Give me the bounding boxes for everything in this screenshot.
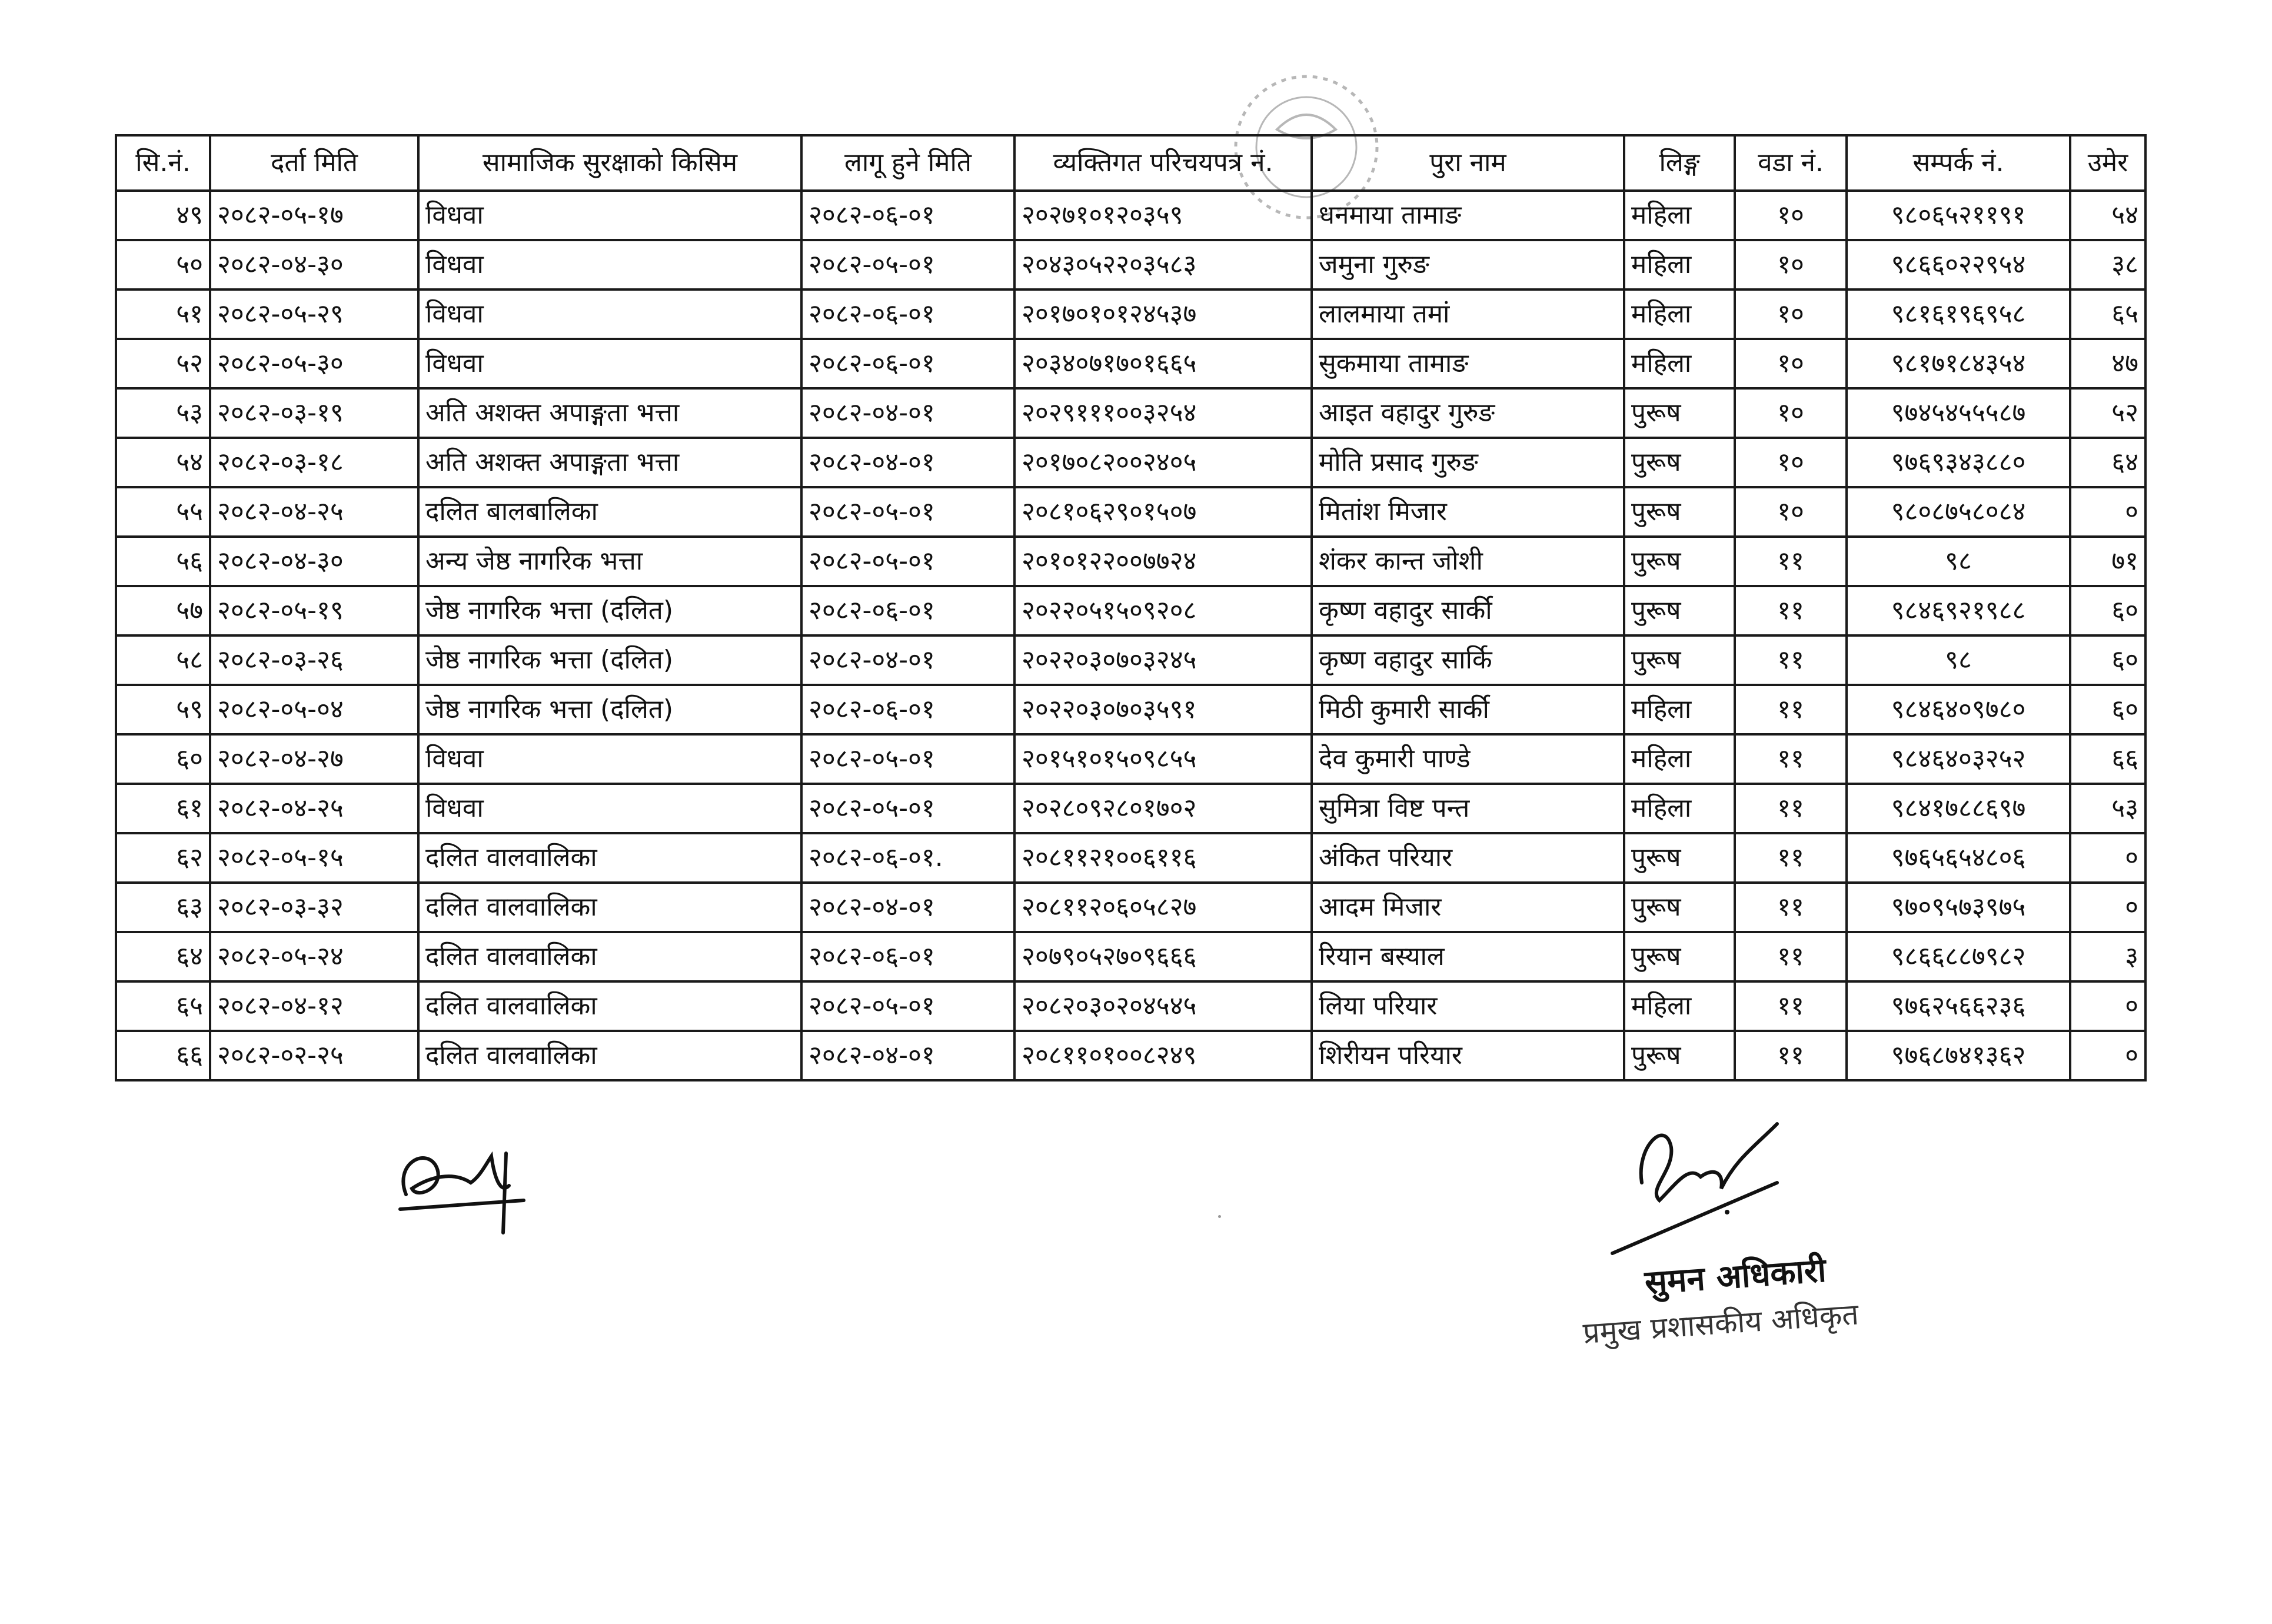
cell-effective-date: २०८२-०५-०१ [801,981,1014,1031]
cell-security-type: दलित वालवालिका [418,1031,801,1080]
cell-gender: पुरूष [1624,388,1735,438]
cell-serial: ५३ [116,388,210,438]
cell-serial: ५५ [116,487,210,537]
cell-effective-date: २०८२-०५-०१ [801,734,1014,784]
cell-ward: १० [1735,487,1847,537]
cell-gender: पुरूष [1624,487,1735,537]
table-header-row [116,135,2145,191]
cell-registration-date: २०८२-०४-२५ [210,784,418,833]
cell-gender: महिला [1624,191,1735,240]
cell-age: ४७ [2070,339,2145,388]
cell-effective-date: २०८२-०६-०१ [801,191,1014,240]
cell-id-number: २०७९०५२७०९६६६ [1014,932,1312,981]
cell-effective-date: २०८२-०६-०१ [801,932,1014,981]
cell-registration-date: २०८२-०५-१७ [210,191,418,240]
cell-contact: ९८०६५२११९१ [1847,191,2070,240]
cell-security-type: विधवा [418,289,801,339]
left-signature [382,1130,535,1236]
cell-security-type: दलित वालवालिका [418,981,801,1031]
cell-gender: महिला [1624,339,1735,388]
cell-full-name: धनमाया तामाङ [1312,191,1624,240]
cell-contact: ९७६८७४१३६२ [1847,1031,2070,1080]
table-row [116,833,2145,883]
cell-age: ३८ [2070,240,2145,289]
cell-effective-date: २०८२-०५-०१ [801,537,1014,586]
cell-serial: ५० [116,240,210,289]
cell-security-type: अन्य जेष्ठ नागरिक भत्ता [418,537,801,586]
cell-contact: ९८ [1847,635,2070,685]
signatory-title: प्रमुख प्रशासकीय अधिकृत [1582,1297,1860,1350]
cell-id-number: २०२८०९२८०१७०२ [1014,784,1312,833]
cell-registration-date: २०८२-०४-२५ [210,487,418,537]
cell-effective-date: २०८२-०४-०१ [801,388,1014,438]
table-row [116,537,2145,586]
cell-full-name: मोति प्रसाद गुरुङ [1312,438,1624,487]
cell-id-number: २०८२०३०२०४५४५ [1014,981,1312,1031]
cell-serial: ६५ [116,981,210,1031]
cell-ward: ११ [1735,932,1847,981]
cell-ward: १० [1735,240,1847,289]
cell-ward: ११ [1735,586,1847,635]
cell-serial: ६४ [116,932,210,981]
cell-age: ३ [2070,932,2145,981]
cell-contact: ९८६६८८७९८२ [1847,932,2070,981]
cell-age: ० [2070,487,2145,537]
cell-ward: १० [1735,388,1847,438]
cell-security-type: अति अशक्त अपाङ्गता भत्ता [418,388,801,438]
cell-registration-date: २०८२-०५-३० [210,339,418,388]
cell-contact: ९७०९५७३९७५ [1847,883,2070,932]
cell-id-number: २०२९१११००३२५४ [1014,388,1312,438]
cell-registration-date: २०८२-०५-१९ [210,586,418,635]
col-header-gender: लिङ्ग [1624,135,1735,191]
cell-id-number: २०८११२१००६११६ [1014,833,1312,883]
cell-id-number: २०१७०१०१२४५३७ [1014,289,1312,339]
cell-contact: ९८४६४०३२५२ [1847,734,2070,784]
cell-effective-date: २०८२-०४-०१ [801,635,1014,685]
cell-serial: ६० [116,734,210,784]
cell-ward: १० [1735,438,1847,487]
table-row [116,685,2145,734]
cell-full-name: देव कुमारी पाण्डे [1312,734,1624,784]
cell-age: ६४ [2070,438,2145,487]
cell-effective-date: २०८२-०५-०१ [801,487,1014,537]
cell-effective-date: २०८२-०४-०१ [801,883,1014,932]
cell-age: ० [2070,883,2145,932]
cell-registration-date: २०८२-०३-२६ [210,635,418,685]
cell-id-number: २०४३०५२२०३५८३ [1014,240,1312,289]
cell-security-type: अति अशक्त अपाङ्गता भत्ता [418,438,801,487]
col-header-age: उमेर [2070,135,2145,191]
cell-registration-date: २०८२-०३-१८ [210,438,418,487]
table-row [116,981,2145,1031]
cell-id-number: २०१७०८२००२४०५ [1014,438,1312,487]
cell-full-name: कृष्ण वहादुर सार्की [1312,586,1624,635]
table-row [116,388,2145,438]
cell-serial: ४९ [116,191,210,240]
cell-contact: ९८०८७५८०८४ [1847,487,2070,537]
cell-id-number: २०२७१०१२०३५९ [1014,191,1312,240]
col-header-serial: सि.नं. [116,135,210,191]
cell-gender: पुरूष [1624,1031,1735,1080]
cell-ward: ११ [1735,1031,1847,1080]
cell-security-type: दलित वालवालिका [418,833,801,883]
cell-contact: ९७६९३४३८८० [1847,438,2070,487]
table-row [116,289,2145,339]
cell-age: ० [2070,981,2145,1031]
cell-ward: १० [1735,339,1847,388]
cell-id-number: २०२२०३०७०३२४५ [1014,635,1312,685]
cell-security-type: विधवा [418,734,801,784]
cell-serial: ६१ [116,784,210,833]
cell-gender: पुरूष [1624,932,1735,981]
cell-security-type: दलित वालवालिका [418,932,801,981]
cell-age: ० [2070,1031,2145,1080]
cell-serial: ५४ [116,438,210,487]
cell-registration-date: २०८२-०५-०४ [210,685,418,734]
cell-contact: ९८१७१८४३५४ [1847,339,2070,388]
cell-id-number: २०२२०३०७०३५९१ [1014,685,1312,734]
col-header-full-name: पुरा नाम [1312,135,1624,191]
cell-ward: १० [1735,289,1847,339]
cell-age: ५२ [2070,388,2145,438]
cell-full-name: मिठी कुमारी सार्की [1312,685,1624,734]
cell-gender: महिला [1624,734,1735,784]
cell-gender: महिला [1624,981,1735,1031]
cell-full-name: आइत वहादुर गुरुङ [1312,388,1624,438]
cell-security-type: विधवा [418,784,801,833]
cell-gender: पुरूष [1624,635,1735,685]
cell-full-name: आदम मिजार [1312,883,1624,932]
table-row [116,586,2145,635]
cell-serial: ५९ [116,685,210,734]
cell-security-type: विधवा [418,339,801,388]
cell-serial: ५६ [116,537,210,586]
cell-security-type: विधवा [418,191,801,240]
cell-ward: ११ [1735,734,1847,784]
cell-effective-date: २०८२-०६-०१ [801,289,1014,339]
cell-registration-date: २०८२-०४-३० [210,240,418,289]
cell-serial: ५१ [116,289,210,339]
cell-full-name: कृष्ण वहादुर सार्कि [1312,635,1624,685]
cell-full-name: शिरीयन परियार [1312,1031,1624,1080]
cell-contact: ९८४६९२१९८८ [1847,586,2070,635]
cell-age: ६५ [2070,289,2145,339]
right-signature [1601,1112,1795,1265]
cell-id-number: २०१०१२२००७७२४ [1014,537,1312,586]
col-header-contact: सम्पर्क नं. [1847,135,2070,191]
cell-registration-date: २०८२-०४-३० [210,537,418,586]
cell-contact: ९७४५४५५५८७ [1847,388,2070,438]
cell-contact: ९८४१७८८६९७ [1847,784,2070,833]
col-header-security-type: सामाजिक सुरक्षाको किसिम [418,135,801,191]
cell-security-type: जेष्ठ नागरिक भत्ता (दलित) [418,685,801,734]
cell-ward: ११ [1735,981,1847,1031]
col-header-ward: वडा नं. [1735,135,1847,191]
cell-gender: पुरूष [1624,537,1735,586]
ink-speck [1218,1215,1221,1218]
cell-security-type: जेष्ठ नागरिक भत्ता (दलित) [418,586,801,635]
cell-serial: ६६ [116,1031,210,1080]
cell-full-name: जमुना गुरुङ [1312,240,1624,289]
cell-serial: ६३ [116,883,210,932]
cell-serial: ५७ [116,586,210,635]
cell-effective-date: २०८२-०६-०१ [801,586,1014,635]
table-row [116,1031,2145,1080]
cell-registration-date: २०८२-०५-१५ [210,833,418,883]
table-row [116,438,2145,487]
cell-contact: ९८१६१९६९५८ [1847,289,2070,339]
cell-serial: ५८ [116,635,210,685]
cell-age: ५४ [2070,191,2145,240]
table-row [116,784,2145,833]
cell-id-number: २०८११०१००८२४९ [1014,1031,1312,1080]
cell-full-name: लालमाया तमां [1312,289,1624,339]
cell-contact: ९८४६४०९७८० [1847,685,2070,734]
table-row [116,339,2145,388]
cell-age: ७१ [2070,537,2145,586]
cell-full-name: सुकमाया तामाङ [1312,339,1624,388]
cell-age: ६० [2070,685,2145,734]
cell-gender: महिला [1624,289,1735,339]
cell-serial: ५२ [116,339,210,388]
cell-contact: ९८ [1847,537,2070,586]
cell-age: ६० [2070,586,2145,635]
cell-ward: १० [1735,191,1847,240]
cell-full-name: लिया परियार [1312,981,1624,1031]
cell-contact: ९७६५६५४८०६ [1847,833,2070,883]
cell-effective-date: २०८२-०६-०१. [801,833,1014,883]
cell-gender: पुरूष [1624,586,1735,635]
cell-gender: पुरूष [1624,883,1735,932]
cell-security-type: जेष्ठ नागरिक भत्ता (दलित) [418,635,801,685]
cell-security-type: दलित बालबालिका [418,487,801,537]
table-row [116,635,2145,685]
cell-registration-date: २०८२-०४-१२ [210,981,418,1031]
cell-serial: ६२ [116,833,210,883]
cell-full-name: शंकर कान्त जोशी [1312,537,1624,586]
cell-effective-date: २०८२-०५-०१ [801,784,1014,833]
col-header-effective-date: लागू हुने मिति [801,135,1014,191]
cell-id-number: २०२२०५१५०९२०८ [1014,586,1312,635]
table-row [116,487,2145,537]
table-row [116,240,2145,289]
cell-ward: ११ [1735,784,1847,833]
table-row [116,932,2145,981]
cell-full-name: सुमित्रा विष्ट पन्त [1312,784,1624,833]
cell-security-type: दलित वालवालिका [418,883,801,932]
cell-age: ६० [2070,635,2145,685]
cell-id-number: २०३४०७१७०१६६५ [1014,339,1312,388]
cell-ward: ११ [1735,883,1847,932]
table-row [116,734,2145,784]
cell-contact: ९८६६०२२९५४ [1847,240,2070,289]
table-row [116,883,2145,932]
cell-effective-date: २०८२-०५-०१ [801,240,1014,289]
cell-security-type: विधवा [418,240,801,289]
cell-age: ६६ [2070,734,2145,784]
cell-contact: ९७६२५६६२३६ [1847,981,2070,1031]
cell-id-number: २०८११२०६०५८२७ [1014,883,1312,932]
cell-gender: महिला [1624,685,1735,734]
social-security-register-table [115,134,2147,1081]
signatory-name: सुमन अधिकारी [1643,1251,1828,1302]
cell-ward: ११ [1735,635,1847,685]
cell-registration-date: २०८२-०३-१९ [210,388,418,438]
cell-effective-date: २०८२-०६-०१ [801,685,1014,734]
cell-gender: पुरूष [1624,833,1735,883]
cell-effective-date: २०८२-०४-०१ [801,438,1014,487]
cell-registration-date: २०८२-०३-३२ [210,883,418,932]
cell-registration-date: २०८२-०२-२५ [210,1031,418,1080]
cell-registration-date: २०८२-०४-२७ [210,734,418,784]
cell-id-number: २०१५१०१५०९८५५ [1014,734,1312,784]
cell-full-name: अंकित परियार [1312,833,1624,883]
cell-full-name: रियान बस्याल [1312,932,1624,981]
cell-ward: ११ [1735,833,1847,883]
cell-ward: ११ [1735,685,1847,734]
cell-registration-date: २०८२-०५-२९ [210,289,418,339]
cell-age: ० [2070,833,2145,883]
cell-full-name: मितांश मिजार [1312,487,1624,537]
cell-id-number: २०८१०६२९०१५०७ [1014,487,1312,537]
cell-age: ५३ [2070,784,2145,833]
col-header-registration-date: दर्ता मिति [210,135,418,191]
cell-ward: ११ [1735,537,1847,586]
cell-registration-date: २०८२-०५-२४ [210,932,418,981]
cell-gender: महिला [1624,784,1735,833]
cell-effective-date: २०८२-०४-०१ [801,1031,1014,1080]
table-row [116,191,2145,240]
cell-effective-date: २०८२-०६-०१ [801,339,1014,388]
cell-gender: पुरूष [1624,438,1735,487]
col-header-id-number: व्यक्तिगत परिचयपत्र नं. [1014,135,1312,191]
cell-gender: महिला [1624,240,1735,289]
